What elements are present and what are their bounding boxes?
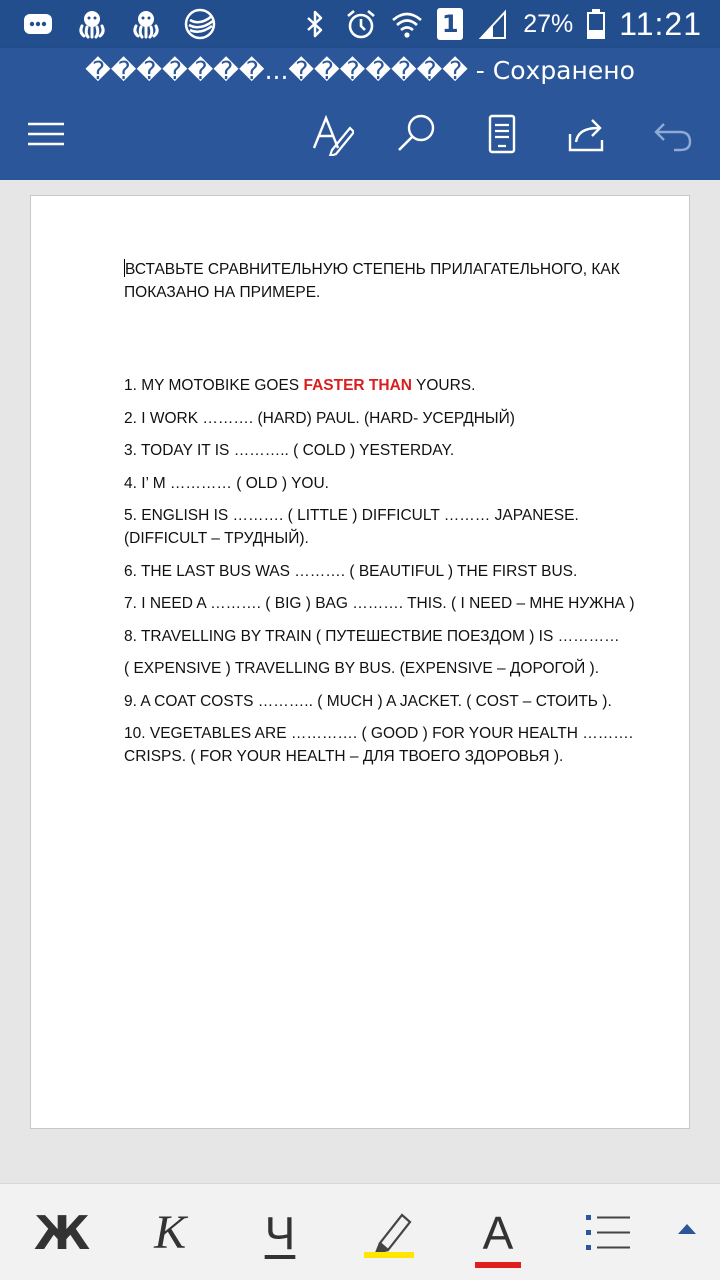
- format-toolbar: [0, 1183, 720, 1280]
- search-icon: [394, 112, 438, 156]
- exercise-item[interactable]: 9. A COAT COSTS ……….. ( MUCH ) A JACKET. ( COST – СТОИТЬ ).: [124, 692, 612, 710]
- system-icons: [299, 6, 702, 42]
- font-color-button[interactable]: [458, 1184, 538, 1280]
- wifi-icon: [391, 8, 423, 40]
- document-title[interactable]: �������...������� - Сохранено: [85, 56, 635, 85]
- octopus-icon: [130, 8, 162, 40]
- menu-icon: [24, 112, 68, 156]
- alarm-icon: [345, 8, 377, 40]
- messages-icon: [22, 8, 54, 40]
- font-color-letter: А: [482, 1206, 514, 1259]
- highlight-button[interactable]: [350, 1184, 430, 1280]
- exercise-item[interactable]: 7. I NEED A ………. ( BIG ) BAG ………. THIS. ( I NEED – МНЕ НУЖНА ): [124, 595, 635, 612]
- share-button[interactable]: [560, 108, 616, 160]
- battery-percentage: 27%: [523, 9, 574, 38]
- font-color-label: [482, 1206, 514, 1259]
- list-button[interactable]: [568, 1184, 648, 1280]
- search-button[interactable]: [388, 108, 444, 160]
- reading-view-button[interactable]: [474, 108, 530, 160]
- octopus-icon: [76, 8, 108, 40]
- document-canvas[interactable]: [0, 180, 720, 1180]
- undo-icon: [652, 112, 696, 156]
- sim-1-icon: 1: [437, 8, 463, 40]
- document-body[interactable]: [124, 258, 644, 778]
- exercise-item[interactable]: 6. THE LAST BUS WAS ………. ( BEAUTIFUL ) THE FIRST BUS.: [124, 562, 578, 580]
- exercise-item[interactable]: 5. ENGLISH IS ………. ( LITTLE ) DIFFICULT ……… JAPANESE. (DIFFICULT – ТРУДНЫЙ).: [124, 507, 579, 547]
- instruction-text: ВСТАВЬТЕ СРАВНИТЕЛЬНУЮ СТЕПЕНЬ ПРИЛАГАТЕЛЬНОГО, КАК ПОКАЗАНО НА ПРИМЕРЕ.: [124, 261, 620, 301]
- example-suffix: YOURS.: [411, 377, 476, 394]
- undo-button[interactable]: [646, 108, 702, 160]
- exercise-item[interactable]: 10. VEGETABLES ARE …………. ( GOOD ) FOR YOUR HEALTH ………. CRISPS. ( FOR YOUR HEALTH – ДЛЯ ТВОЕГО ЗДОРОВЬЯ ).: [124, 725, 634, 765]
- underline-label: Ч: [264, 1206, 296, 1259]
- exercise-item[interactable]: 4. I’ M ………… ( OLD ) YOU.: [124, 474, 329, 492]
- exercise-item[interactable]: 3. TODAY IT IS ……….. ( COLD ) YESTERDAY.: [124, 442, 455, 459]
- bluetooth-icon: [299, 8, 331, 40]
- edit-button[interactable]: [304, 108, 360, 160]
- reading-view-icon: [480, 112, 524, 156]
- exercise-item[interactable]: ( EXPENSIVE ) TRAVELLING BY BUS. (EXPENSIVE – ДОРОГОЙ ).: [124, 660, 600, 677]
- exercise-item[interactable]: [124, 374, 644, 397]
- expand-ribbon-icon[interactable]: [678, 1224, 696, 1234]
- exercise-item[interactable]: 8. TRAVELLING BY TRAIN ( ПУТЕШЕСТВИЕ ПОЕЗДОМ ) IS …………: [124, 627, 620, 645]
- document-page[interactable]: [30, 195, 690, 1129]
- italic-label: К: [154, 1205, 186, 1259]
- share-icon: [566, 112, 610, 156]
- app-bar: [0, 48, 720, 180]
- bank-app-icon: [184, 8, 216, 40]
- exercise-item[interactable]: 2. I WORK ………. (HARD) PAUL. (HARD- УСЕРДНЫЙ): [124, 409, 515, 427]
- bold-button[interactable]: [22, 1184, 102, 1280]
- clock: 11:21: [619, 5, 702, 42]
- italic-button[interactable]: [130, 1184, 210, 1280]
- example-answer: FASTER THAN: [303, 377, 412, 394]
- bold-label: Ж: [33, 1205, 91, 1260]
- edit-pen-icon: [310, 112, 354, 156]
- example-prefix: 1. MY MOTOBIKE GOES: [124, 377, 304, 394]
- underline-button[interactable]: [240, 1184, 320, 1280]
- bullet-list-icon: [580, 1205, 636, 1261]
- notification-icons: [22, 8, 216, 40]
- instruction-paragraph[interactable]: [124, 258, 644, 304]
- status-bar: [0, 0, 720, 48]
- highlight-color-swatch: [364, 1252, 414, 1258]
- signal-icon: [477, 8, 509, 40]
- font-color-swatch: [475, 1262, 522, 1268]
- menu-button[interactable]: [18, 108, 74, 160]
- battery-icon: [587, 9, 605, 39]
